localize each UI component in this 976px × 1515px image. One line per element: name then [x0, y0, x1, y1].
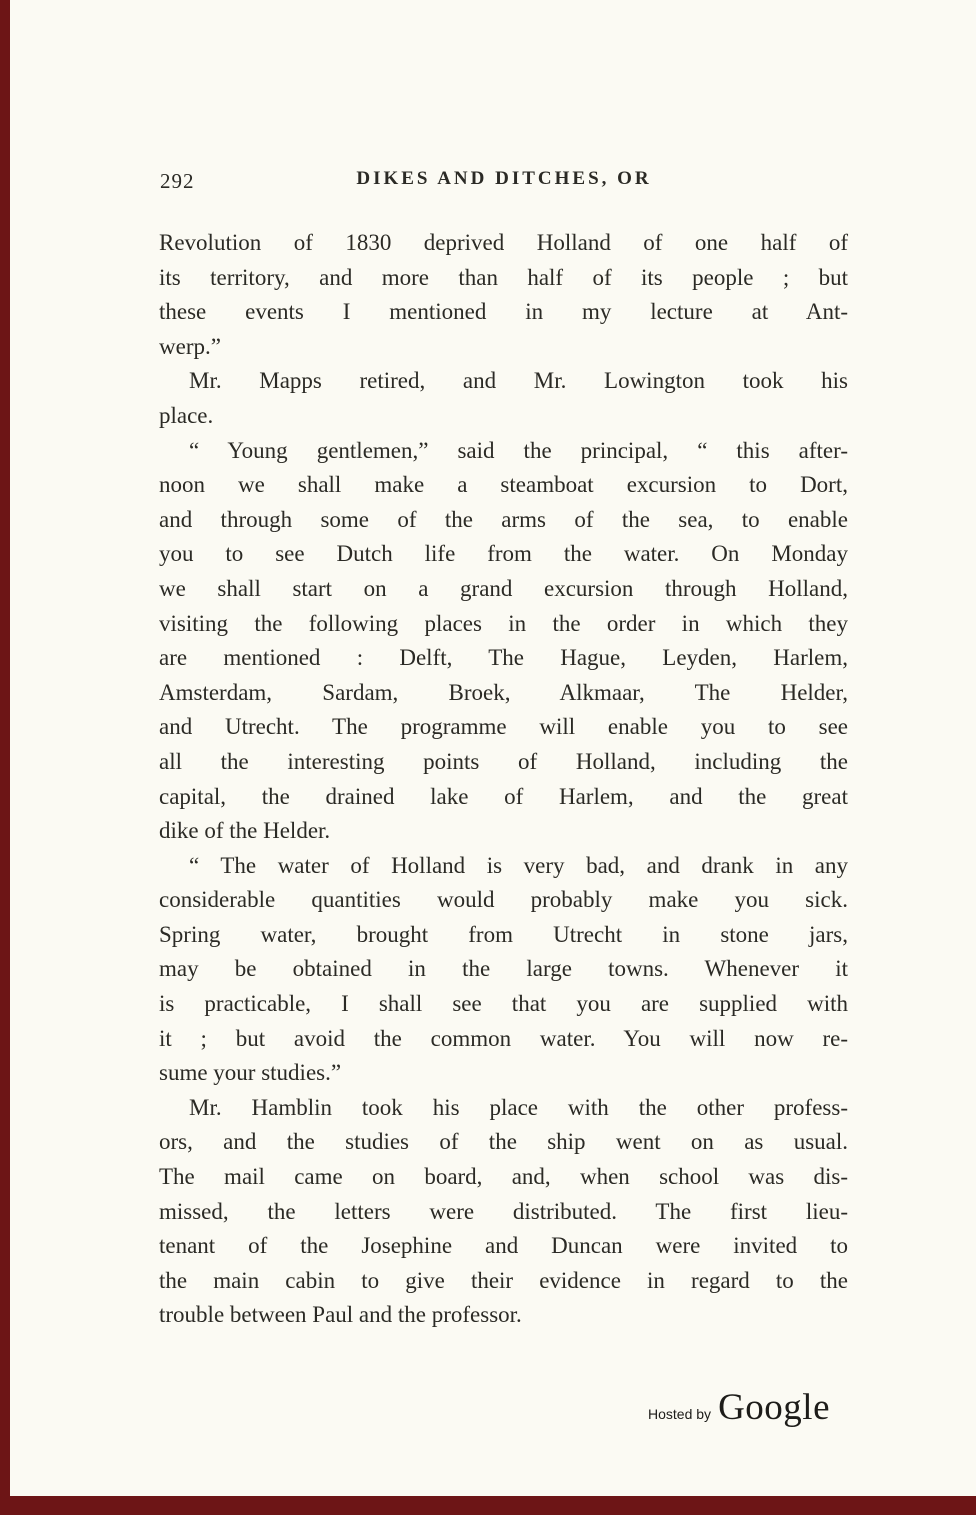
text-line: The mail came on board, and, when school was dis- — [159, 1164, 848, 1190]
text-line: its territory, and more than half of its people ; but — [159, 264, 848, 290]
page-number: 292 — [160, 169, 195, 193]
text-line: place. — [159, 402, 214, 428]
text-line: Mr. Hamblin took his place with the other profess- — [189, 1094, 848, 1120]
text-line: tenant of the Josephine and Duncan were invited to — [159, 1233, 848, 1259]
text-line: may be obtained in the large towns. Whenever it — [159, 956, 848, 982]
paragraph — [159, 226, 848, 364]
text-line: “ The water of Holland is very bad, and drank in any — [189, 852, 848, 878]
text-line: visiting the following places in the order in which they — [159, 610, 848, 636]
page-header — [160, 166, 848, 194]
scan-edge-bottom — [0, 1496, 976, 1515]
paragraph — [159, 1091, 848, 1333]
text-line: all the interesting points of Holland, including the — [159, 748, 848, 774]
text-line: werp.” — [159, 333, 221, 359]
text-line: Mr. Mapps retired, and Mr. Lowington took his — [189, 368, 848, 394]
text-line: are mentioned : Delft, The Hague, Leyden, Harlem, — [159, 645, 848, 671]
text-line: “ Young gentlemen,” said the principal, “ this after- — [189, 437, 848, 463]
text-line: Spring water, brought from Utrecht in stone jars, — [159, 921, 848, 947]
text-line: trouble between Paul and the professor. — [159, 1302, 522, 1328]
text-line: we shall start on a grand excursion through Holland, — [159, 575, 848, 601]
text-line: you to see Dutch life from the water. On Monday — [159, 541, 848, 567]
page-footer — [648, 1386, 830, 1429]
paragraph — [159, 849, 848, 1091]
text-line: sume your studies.” — [159, 1060, 342, 1086]
text-line: ors, and the studies of the ship went on as usual. — [159, 1129, 848, 1155]
text-line: considerable quantities would probably make you sick. — [159, 887, 848, 913]
text-line: noon we shall make a steamboat excursion to Dort, — [159, 472, 848, 498]
text-line: and through some of the arms of the sea, to enable — [159, 506, 848, 532]
text-line: the main cabin to give their evidence in regard to the — [159, 1267, 848, 1293]
text-line: dike of the Helder. — [159, 818, 331, 844]
hosted-by-label: Hosted by — [648, 1406, 712, 1422]
page-body — [159, 226, 848, 1333]
scan-edge-left — [0, 0, 10, 1515]
text-line: missed, the letters were distributed. The first lieu- — [159, 1198, 848, 1224]
text-line: it ; but avoid the common water. You will now re- — [159, 1025, 848, 1051]
google-logo: Google — [718, 1387, 830, 1428]
text-line: and Utrecht. The programme will enable you to see — [159, 714, 848, 740]
text-line: Revolution of 1830 deprived Holland of one half of — [159, 230, 848, 255]
running-title: DIKES AND DITCHES, OR — [356, 168, 652, 189]
text-line: these events I mentioned in my lecture at Ant- — [159, 299, 848, 325]
text-line: Amsterdam, Sardam, Broek, Alkmaar, The Helder, — [159, 679, 848, 705]
paragraph — [159, 434, 848, 849]
text-line: capital, the drained lake of Harlem, and the great — [159, 783, 848, 809]
paragraph — [159, 364, 848, 433]
text-line: is practicable, I shall see that you are supplied with — [159, 991, 848, 1017]
